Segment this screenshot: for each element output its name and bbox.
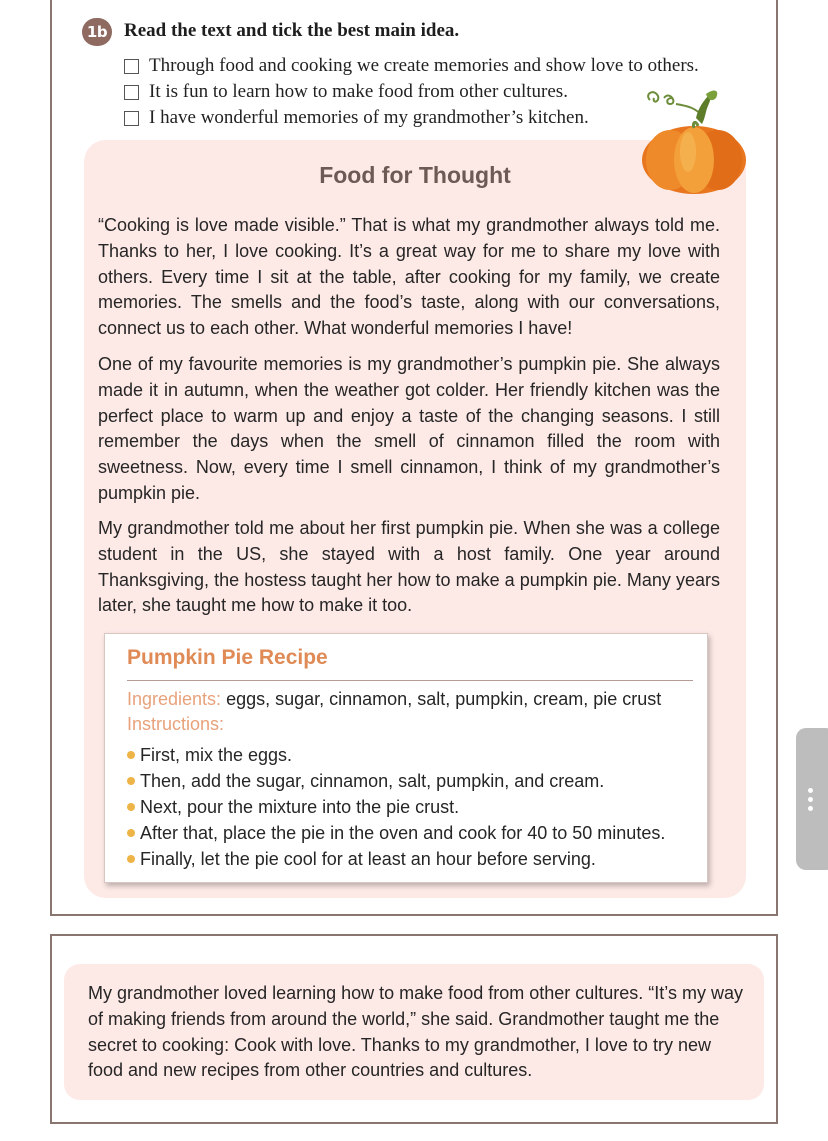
reading-title: Food for Thought (319, 162, 511, 188)
bullet-icon (127, 803, 135, 811)
instruction-steps (127, 742, 665, 872)
ingredients-list: eggs, sugar, cinnamon, salt, pumpkin, cream, pie crust (226, 689, 662, 709)
bullet-icon (127, 751, 135, 759)
reading-paragraph-1: “Cooking is love made visible.” That is what my grandmother always told me. Thanks to her, I love cooking. It’s a great way for me to share my love with others. Every time I sit at the table, after cooking for my family, we create memories. The smells and the food’s taste, along with our conversations, connect us to each other. What wonderful memories I have! (98, 215, 720, 339)
list-item (127, 768, 665, 794)
option-3[interactable] (124, 105, 699, 131)
task-number-badge: 1b (82, 18, 112, 46)
bullet-icon (127, 829, 135, 837)
checkbox[interactable] (124, 85, 139, 100)
ingredients-label: Ingredients: (127, 689, 222, 709)
list-item (127, 742, 665, 768)
option-2[interactable] (124, 79, 699, 105)
handle-dot (808, 788, 813, 793)
checkbox[interactable] (124, 111, 139, 126)
more-vertical-icon[interactable] (796, 728, 828, 870)
recipe-divider (127, 680, 693, 681)
handle-dot (808, 806, 813, 811)
reading-paragraph-2: One of my favourite memories is my grandmother’s pumpkin pie. She always made it in autumn, when the weather got colder. Her friendly kitchen was the perfect place to warm up and enjoy a taste of the changing seasons. I still remember the days when the smell of cinnamon filled the room with sweetness. Now, every time I smell cinnamon, I think of my grandmother’s pumpkin pie. (98, 354, 720, 503)
list-item (127, 846, 665, 872)
handle-dot (808, 797, 813, 802)
ingredients-line (127, 689, 661, 710)
instructions-label: Instructions: (127, 714, 225, 734)
step-text: Next, pour the mixture into the pie crust. (140, 796, 460, 817)
step-text: First, mix the eggs. (140, 744, 293, 765)
main-idea-options (124, 53, 699, 131)
step-text: Finally, let the pie cool for at least an hour before serving. (140, 848, 596, 869)
option-label: It is fun to learn how to make food from other cultures. (149, 81, 568, 102)
option-label: Through food and cooking we create memories and show love to others. (149, 55, 699, 76)
list-item (127, 794, 665, 820)
reading-paragraph-3: My grandmother told me about her first pumpkin pie. When she was a college student in the US, she stayed with a host family. One year around Thanksgiving, the hostess taught her how to make a pumpkin pie. Many years later, she taught me how to make it too. (98, 518, 720, 616)
bullet-icon (127, 855, 135, 863)
recipe-box (104, 633, 708, 883)
recipe-title: Pumpkin Pie Recipe (127, 646, 328, 669)
list-item (127, 820, 665, 846)
task-instruction: Read the text and tick the best main idea. (124, 20, 460, 41)
step-text: After that, place the pie in the oven and cook for 40 to 50 minutes. (140, 822, 666, 843)
reading-paragraph-4: My grandmother loved learning how to make food from other cultures. “It’s my way of making friends from around the world,” she said. Grandmother taught me the secret to cooking: Cook with love. Thanks to my grandmother, I love to try new food and new recipes from other countries and cultures. (88, 983, 743, 1081)
checkbox[interactable] (124, 59, 139, 74)
step-text: Then, add the sugar, cinnamon, salt, pumpkin, and cream. (140, 770, 605, 791)
bullet-icon (127, 777, 135, 785)
option-1[interactable] (124, 53, 699, 79)
option-label: I have wonderful memories of my grandmother’s kitchen. (149, 107, 589, 128)
